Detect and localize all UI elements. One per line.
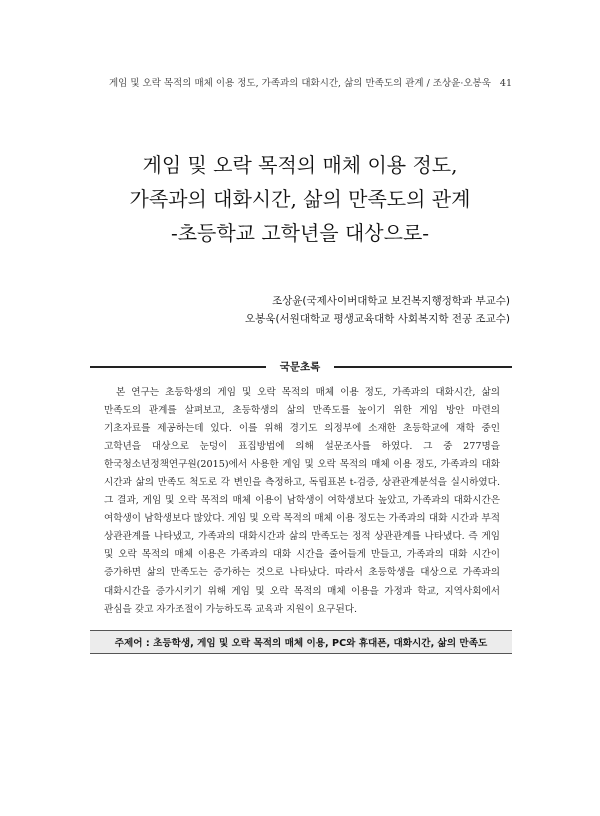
author-1: 조상윤(국제사이버대학교 보건복지행정학과 부교수): [271, 295, 510, 307]
title-block: [0, 148, 600, 250]
page-number: 41: [499, 78, 512, 89]
title-line-2: 가족과의 대화시간, 삶의 만족도의 관계: [129, 187, 471, 211]
author-2: 오봉욱(서원대학교 평생교육대학 사회복지학 전공 조교수): [245, 313, 510, 325]
running-title: 게임 및 오락 목적의 매체 이용 정도, 가족과의 대화시간, 삶의 만족도의 관계 / 조상윤·오봉욱: [108, 78, 491, 89]
abstract-label: 국문초록: [266, 359, 334, 374]
title-line-1: 게임 및 오락 목적의 매체 이용 정도,: [142, 153, 458, 177]
abstract-body: 본 연구는 초등학생의 게임 및 오락 목적의 매체 이용 정도, 가족과의 대화시간, 삶의 만족도의 관계를 살펴보고, 초등학생의 삶의 만족도를 높이기 위한 게임 방안 마련의 기초자료를 제공하는데 있다. 이를 위해 경기도 의정부에 소재한 초등학교에 재학 중인 고학년을 대상으로 눈덩이 표집방법에 의해 설문조사를 하였다. 그 중 277명을 한국청소년정책연구원(2015)에서 사용한 게임 및 오락 목적의 매체 이용 정도, 가족과의 대화 시간과 삶의 만족도 척도로 각 변인을 측정하고, 독립표본 t-검증, 상관관계분석을 실시하였다. 그 결과, 게임 및 오락 목적의 매체 이용이 남학생이 여학생보다 높았고, 가족과의 대화시간은 여학생이 남학생보다 많았다. 게임 및 오락 목적의 매체 이용 정도는 가족과의 대화 시간과 부적 상관관계를 나타냈고, 가족과의 대화시간과 삶의 만족도는 정적 상관관계를 나타냈다. 즉 게임 및 오락 목적의 매체 이용은 가족과의 대화 시간을 줄어들게 만들고, 가족과의 대화 시간이 증가하면 삶의 만족도는 증가하는 것으로 나타났다. 따라서 초등학생을 대상으로 가족과의 대화시간을 증가시키기 위해 게임 및 오락 목적의 매체 이용을 가정과 학교, 지역사회에서 관심을 갖고 자가조절이 가능하도록 교육과 지원이 요구된다.: [104, 387, 500, 615]
subtitle: -초등학교 고학년을 대상으로-: [170, 221, 430, 245]
authors: [245, 292, 510, 328]
keywords-box: [90, 630, 512, 654]
keywords-text: 주제어 : 초등학생, 게임 및 오락 목적의 매체 이용, PC와 휴대폰, 대화시간, 삶의 만족도: [114, 638, 488, 649]
running-header: [109, 75, 512, 89]
